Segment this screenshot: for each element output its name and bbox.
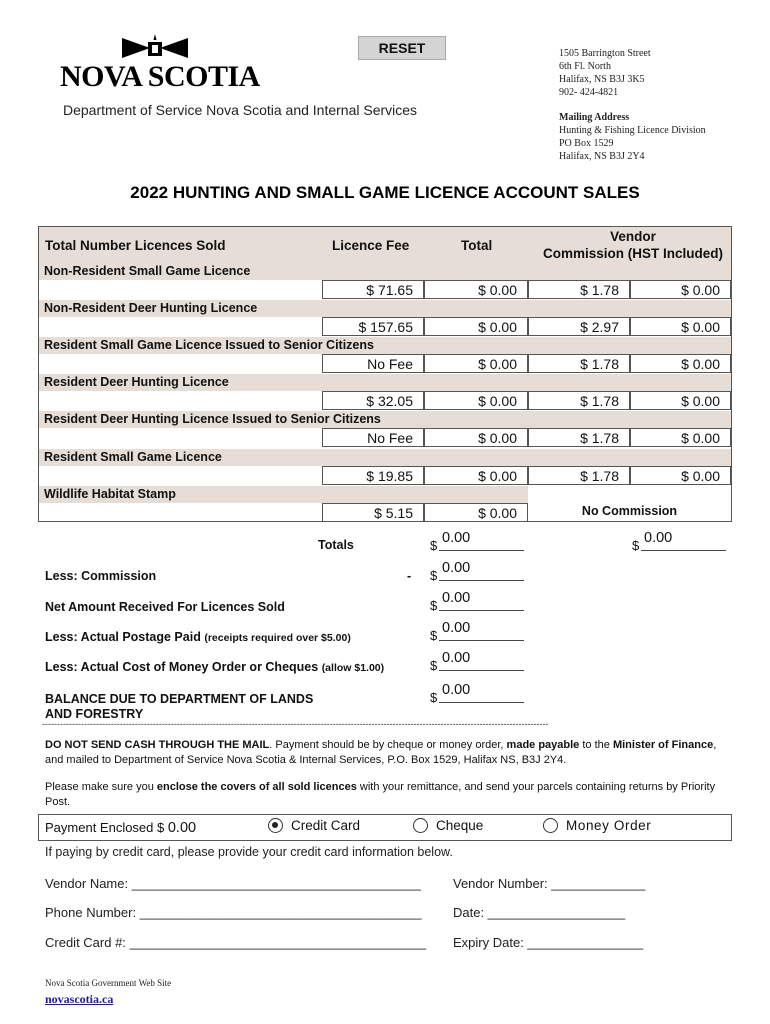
- notice-text: . Payment should be by cheque or money order,: [269, 739, 507, 751]
- fee-cell: $ 157.65: [322, 317, 424, 336]
- payment-enclosed-value[interactable]: 0.00: [167, 820, 197, 836]
- radio-selected-icon[interactable]: [268, 818, 283, 833]
- notice-text: Please make sure you: [45, 781, 157, 793]
- total-cell[interactable]: $ 0.00: [424, 317, 528, 336]
- commission-rate-cell: $ 1.78: [528, 280, 630, 299]
- commission-cell[interactable]: $ 0.00: [630, 280, 731, 299]
- currency-symbol: $: [430, 690, 438, 705]
- notice-text: to the: [579, 739, 613, 751]
- currency-symbol: $: [430, 628, 438, 643]
- radio-empty-icon[interactable]: [413, 818, 428, 833]
- total-cell[interactable]: $ 0.00: [424, 391, 528, 410]
- fee-cell: $ 5.15: [322, 503, 424, 522]
- no-cash-warning: DO NOT SEND CASH THROUGH THE MAIL: [45, 739, 270, 751]
- net-amount-value: 0.00: [442, 590, 471, 606]
- totals-value: 0.00: [442, 530, 471, 546]
- commission-rate-cell: $ 1.78: [528, 428, 630, 447]
- row-label-res-deer-senior: Resident Deer Hunting Licence Issued to Senior Citizens: [39, 411, 731, 428]
- enclose-covers-note: [45, 780, 735, 810]
- notice-bold: enclose the covers of all sold licences: [156, 781, 357, 793]
- net-amount-label: Net Amount Received For Licences Sold: [45, 600, 285, 614]
- row-label-habitat-stamp: Wildlife Habitat Stamp: [39, 486, 528, 503]
- postage-label: [45, 630, 351, 644]
- address-line: 6th Fl. North: [559, 61, 611, 72]
- page-title: 2022 HUNTING AND SMALL GAME LICENCE ACCOUNT SALES: [130, 183, 640, 202]
- total-cell[interactable]: $ 0.00: [424, 503, 528, 522]
- phone-field[interactable]: Phone Number: _______________________________________: [45, 905, 422, 920]
- less-commission-value: 0.00: [442, 560, 471, 576]
- address-line: Halifax, NS B3J 3K5: [559, 74, 645, 85]
- mailing-address: [559, 111, 706, 163]
- logo-wordmark: NOVA SCOTIA: [60, 60, 260, 93]
- vendor-number-field[interactable]: Vendor Number: _____________: [453, 876, 646, 891]
- mailing-title: Mailing Address: [559, 112, 630, 123]
- commission-rate-cell: $ 2.97: [528, 317, 630, 336]
- radio-label: Cheque: [436, 818, 484, 833]
- radio-money-order[interactable]: [543, 818, 651, 833]
- balance-due-value: 0.00: [442, 682, 471, 698]
- total-cell[interactable]: $ 0.00: [424, 280, 528, 299]
- nova-scotia-logo: [58, 34, 268, 94]
- commission-cell[interactable]: $ 0.00: [630, 466, 731, 485]
- commission-cell[interactable]: $ 0.00: [630, 428, 731, 447]
- footer-link[interactable]: novascotia.ca: [45, 992, 114, 1006]
- postage-value: 0.00: [442, 620, 471, 636]
- vendor-name-field[interactable]: Vendor Name: ________________________________________: [45, 876, 421, 891]
- postage-note: (receipts required over $5.00): [204, 632, 351, 644]
- mailing-line: Halifax, NS B3J 2Y4: [559, 151, 645, 162]
- no-commission-note: No Commission: [581, 504, 678, 518]
- col-header-commission-line2: Commission (HST Included): [542, 246, 723, 261]
- fee-cell: No Fee: [322, 428, 424, 447]
- department-name: Department of Service Nova Scotia and Internal Services: [63, 102, 418, 118]
- fee-cell: $ 19.85: [322, 466, 424, 485]
- address-line: 902- 424-4821: [559, 87, 619, 98]
- currency-symbol: $: [430, 538, 438, 553]
- fee-cell: $ 32.05: [322, 391, 424, 410]
- net-amount-field[interactable]: [430, 590, 524, 615]
- row-label-res-small-game: Resident Small Game Licence: [39, 449, 731, 466]
- currency-symbol: $: [430, 658, 438, 673]
- radio-empty-icon[interactable]: [543, 818, 558, 833]
- col-header-total: Total: [461, 237, 493, 253]
- col-header-sold: Total Number Licences Sold: [45, 237, 226, 253]
- postage-field[interactable]: [430, 620, 524, 645]
- fee-cell: No Fee: [322, 354, 424, 373]
- postage-label-text: Less: Actual Postage Paid: [45, 630, 201, 644]
- credit-card-note: If paying by credit card, please provide your credit card information below.: [45, 845, 453, 859]
- total-cell[interactable]: $ 0.00: [424, 354, 528, 373]
- col-header-commission: [535, 227, 731, 263]
- notice-text: with your remittance, and send your parcels containing returns by Priority Post.: [45, 781, 716, 808]
- radio-label: Credit Card: [291, 818, 361, 833]
- footer-site-label: Nova Scotia Government Web Site: [45, 978, 172, 988]
- office-address: [559, 47, 651, 99]
- address-line: 1505 Barrington Street: [559, 48, 651, 59]
- commission-rate-cell: $ 1.78: [528, 466, 630, 485]
- col-header-fee: Licence Fee: [332, 237, 410, 253]
- fee-cell: $ 71.65: [322, 280, 424, 299]
- balance-line2: AND FORESTRY: [45, 707, 144, 721]
- mailing-line: PO Box 1529: [559, 138, 614, 149]
- notice-text: , and mailed to Department of Service Nova Scotia & Internal Services, P.O. Box 1529, Halifax NS, B3J 2Y4.: [45, 739, 717, 766]
- row-label-res-deer: Resident Deer Hunting Licence: [39, 374, 731, 391]
- reset-button[interactable]: RESET: [358, 36, 446, 60]
- credit-card-field[interactable]: Credit Card #: _________________________________________: [45, 935, 426, 950]
- table-header: [39, 227, 731, 263]
- money-order-label: [45, 660, 384, 674]
- notice-bold: Minister of Finance: [612, 739, 714, 751]
- radio-credit-card[interactable]: [268, 818, 360, 833]
- commission-rate-cell: $ 1.78: [528, 354, 630, 373]
- date-field[interactable]: Date: ___________________: [453, 905, 626, 920]
- expiry-date-field[interactable]: Expiry Date: ________________: [453, 935, 644, 950]
- radio-label: Money Order: [566, 818, 652, 833]
- balance-due-field[interactable]: [430, 682, 524, 707]
- money-order-value: 0.00: [442, 650, 471, 666]
- commission-cell[interactable]: $ 0.00: [630, 391, 731, 410]
- commission-cell[interactable]: $ 0.00: [630, 354, 731, 373]
- commission-total-value: 0.00: [644, 530, 673, 546]
- total-cell[interactable]: $ 0.00: [424, 466, 528, 485]
- commission-rate-cell: $ 1.78: [528, 391, 630, 410]
- less-commission-label: Less: Commission: [45, 569, 157, 583]
- payment-enclosed: [45, 820, 196, 836]
- totals-field[interactable]: [430, 530, 524, 555]
- balance-due-label: [45, 692, 313, 722]
- balance-line1: BALANCE DUE TO DEPARTMENT OF LANDS: [45, 692, 314, 706]
- notice-bold: made payable: [506, 739, 580, 751]
- row-label-nonres-deer: Non-Resident Deer Hunting Licence: [39, 300, 731, 317]
- commission-cell[interactable]: $ 0.00: [630, 317, 731, 336]
- payment-instructions: [45, 738, 735, 768]
- row-label-nonres-small-game: Non-Resident Small Game Licence: [39, 263, 731, 280]
- currency-symbol: $: [430, 568, 438, 583]
- payment-enclosed-label: Payment Enclosed $: [45, 820, 165, 835]
- total-cell[interactable]: $ 0.00: [424, 428, 528, 447]
- money-order-label-text: Less: Actual Cost of Money Order or Cheques: [45, 660, 319, 674]
- less-commission-field[interactable]: [430, 560, 524, 585]
- col-header-commission-line1: Vendor: [610, 229, 656, 244]
- mailing-line: Hunting & Fishing Licence Division: [559, 125, 706, 136]
- commission-total-field[interactable]: [632, 530, 726, 555]
- row-label-res-small-game-senior: Resident Small Game Licence Issued to Senior Citizens: [39, 337, 731, 354]
- currency-symbol: $: [430, 598, 438, 613]
- minus-sign: -: [407, 569, 412, 583]
- money-order-field[interactable]: [430, 650, 524, 675]
- money-order-note: (allow $1.00): [321, 662, 385, 674]
- cut-line: -------------------------------------------------------------------------------------------------------------------------------------------------------------------------: [42, 720, 549, 728]
- totals-label: Totals: [318, 538, 354, 552]
- currency-symbol: $: [632, 538, 640, 553]
- radio-cheque[interactable]: [413, 818, 483, 833]
